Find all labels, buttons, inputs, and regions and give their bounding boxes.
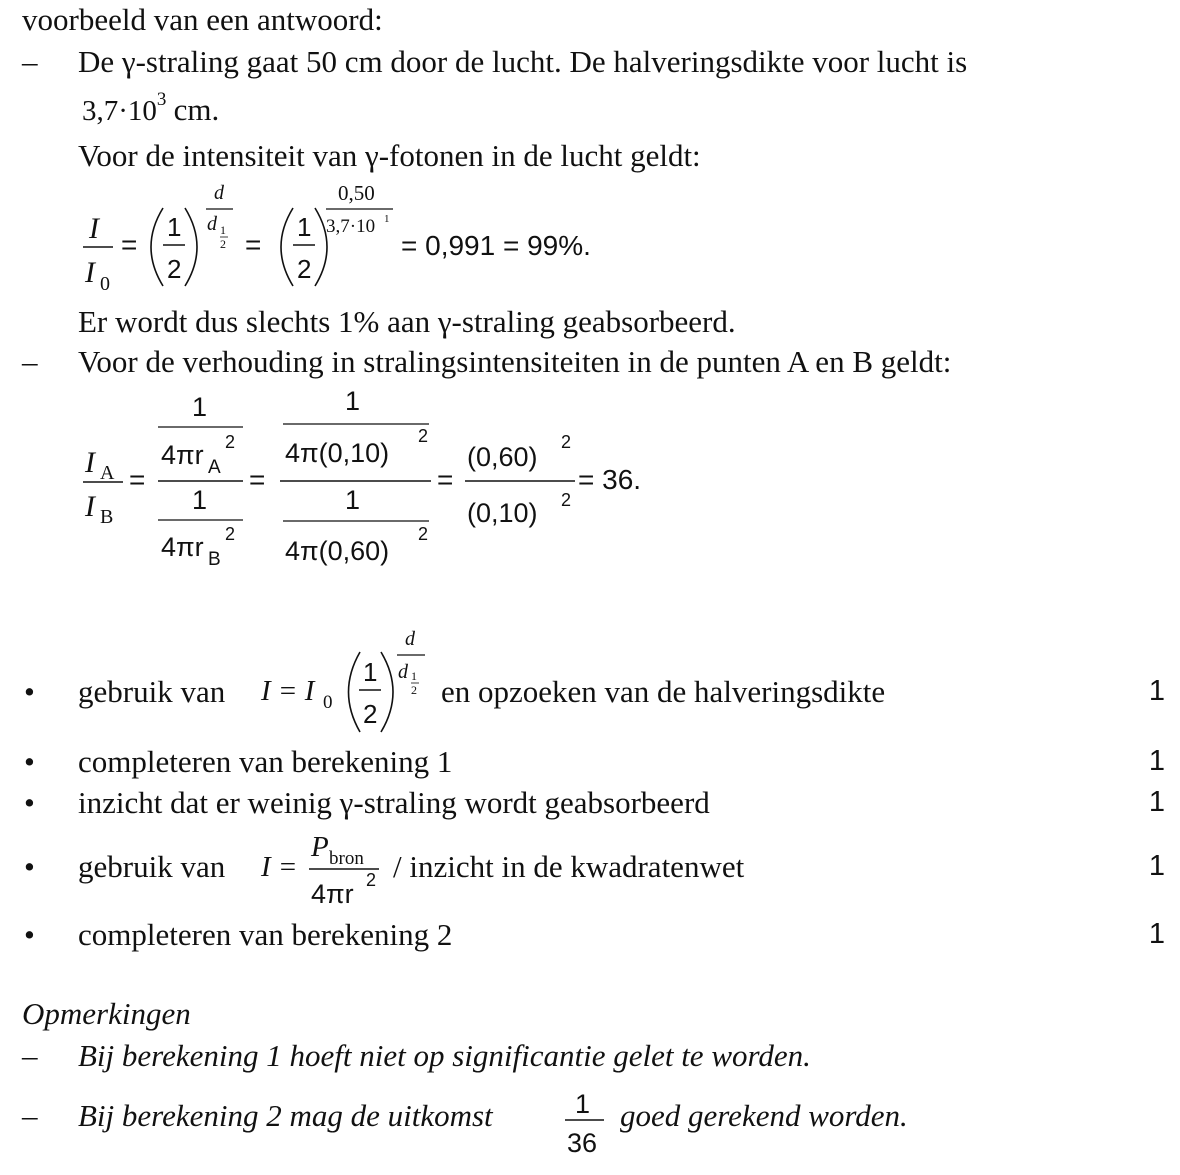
answer-heading: voorbeeld van een antwoord:	[22, 2, 383, 37]
svg-text:1: 1	[297, 212, 312, 242]
dash-marker: –	[22, 1098, 38, 1133]
svg-text:2: 2	[297, 254, 312, 284]
remark-2-fraction	[560, 1080, 610, 1162]
score-points: 1	[1148, 918, 1165, 950]
svg-text:1: 1	[363, 657, 378, 687]
svg-text:(0,60): (0,60)	[467, 442, 538, 472]
svg-text:1: 1	[411, 669, 417, 683]
item1-line3: Voor de intensiteit van γ-fotonen in de lucht geldt:	[78, 138, 701, 173]
remarks-heading: Opmerkingen	[22, 996, 191, 1031]
svg-text:B: B	[100, 506, 114, 528]
svg-text:I: I	[89, 212, 99, 245]
svg-text:0,50: 0,50	[338, 181, 375, 205]
svg-text:I: I	[85, 446, 95, 479]
bullet-marker: •	[24, 917, 35, 952]
svg-text:I: I	[85, 256, 95, 289]
svg-text:2: 2	[418, 524, 429, 544]
score-formula-1	[255, 624, 435, 740]
svg-text:=: =	[129, 464, 146, 495]
bullet-marker: •	[24, 785, 35, 820]
remark-1: Bij berekening 1 hoeft niet op significantie gelet te worden.	[78, 1038, 811, 1073]
svg-text:bron: bron	[329, 848, 364, 869]
score-points: 1	[1148, 850, 1165, 882]
svg-text:3,7·10: 3,7·10	[326, 216, 376, 237]
svg-text:= 0,991 = 99%.: = 0,991 = 99%.	[401, 230, 591, 261]
svg-text:= 36.: = 36.	[578, 464, 642, 495]
svg-text:d: d	[214, 182, 224, 204]
svg-text:2: 2	[366, 870, 377, 890]
svg-text:I = I: I = I	[261, 675, 315, 707]
svg-text:1: 1	[345, 386, 361, 416]
item1-line4: Er wordt dus slechts 1% aan γ-straling geabsorbeerd.	[78, 304, 736, 339]
svg-text:=: =	[245, 229, 262, 260]
svg-text:=: =	[249, 464, 266, 495]
svg-text:P: P	[311, 831, 329, 863]
dash-marker: –	[22, 44, 38, 79]
svg-text:4π(0,60): 4π(0,60)	[285, 536, 390, 566]
svg-text:1: 1	[167, 212, 182, 242]
ratio-formula	[75, 382, 715, 582]
bullet-marker: •	[24, 744, 35, 779]
svg-text:2: 2	[363, 699, 378, 729]
svg-text:4πr: 4πr	[161, 532, 204, 562]
svg-text:36: 36	[567, 1128, 598, 1158]
svg-text:A: A	[208, 457, 221, 478]
svg-text:2: 2	[220, 237, 226, 251]
svg-text:1: 1	[575, 1089, 591, 1119]
score-item-2: completeren van berekening 1	[78, 744, 453, 779]
remark-2-suffix: goed gerekend worden.	[620, 1098, 908, 1133]
svg-text:2: 2	[225, 524, 236, 544]
dash-marker: –	[22, 344, 38, 379]
item2-line1: Voor de verhouding in stralingsintensiteiten in de punten A en B geldt:	[78, 344, 952, 379]
svg-text:B: B	[208, 549, 221, 570]
dash-marker: –	[22, 1038, 38, 1073]
svg-text:I: I	[85, 490, 95, 523]
score-points: 1	[1148, 745, 1165, 777]
svg-text:1: 1	[384, 213, 390, 225]
score-item-4-suffix: / inzicht in de kwadratenwet	[393, 849, 745, 884]
svg-text:2: 2	[411, 683, 417, 697]
intensity-formula	[75, 176, 635, 306]
svg-text:4π(0,10): 4π(0,10)	[285, 438, 390, 468]
svg-text:2: 2	[167, 254, 182, 284]
svg-text:I =: I =	[261, 851, 298, 883]
svg-text:=: =	[437, 464, 454, 495]
score-item-1: gebruik van	[78, 674, 226, 709]
svg-text:4πr: 4πr	[311, 879, 354, 906]
svg-text:2: 2	[561, 432, 572, 452]
svg-text:A: A	[100, 462, 115, 484]
score-item-5: completeren van berekening 2	[78, 917, 453, 952]
remark-2: Bij berekening 2 mag de uitkomst	[78, 1098, 493, 1133]
score-formula-4	[255, 826, 395, 906]
svg-text:0: 0	[323, 692, 333, 713]
svg-text:2: 2	[418, 426, 429, 446]
score-item-4: gebruik van	[78, 849, 226, 884]
svg-text:1: 1	[192, 485, 208, 515]
svg-text:1: 1	[192, 392, 208, 422]
svg-text:(0,10): (0,10)	[467, 498, 538, 528]
score-item-1-suffix: en opzoeken van de halveringsdikte	[441, 674, 886, 709]
svg-text:4πr: 4πr	[161, 440, 204, 470]
svg-text:1: 1	[220, 223, 226, 237]
svg-text:=: =	[121, 229, 138, 260]
item1-line1: De γ-straling gaat 50 cm door de lucht. De halveringsdikte voor lucht is	[78, 44, 968, 79]
score-points: 1	[1148, 675, 1165, 707]
svg-text:2: 2	[225, 432, 236, 452]
score-points: 1	[1148, 786, 1165, 818]
half-thickness-value: $3,7\cdot 10^3$ cm.	[82, 89, 220, 127]
svg-text:d: d	[398, 661, 408, 683]
svg-text:2: 2	[561, 490, 572, 510]
svg-text:1: 1	[345, 485, 361, 515]
bullet-marker: •	[24, 674, 35, 709]
bullet-marker: •	[24, 849, 35, 884]
svg-text:d: d	[405, 628, 415, 650]
svg-text:0: 0	[100, 273, 110, 295]
score-item-3: inzicht dat er weinig γ-straling wordt geabsorbeerd	[78, 785, 710, 820]
svg-text:d: d	[207, 213, 217, 235]
